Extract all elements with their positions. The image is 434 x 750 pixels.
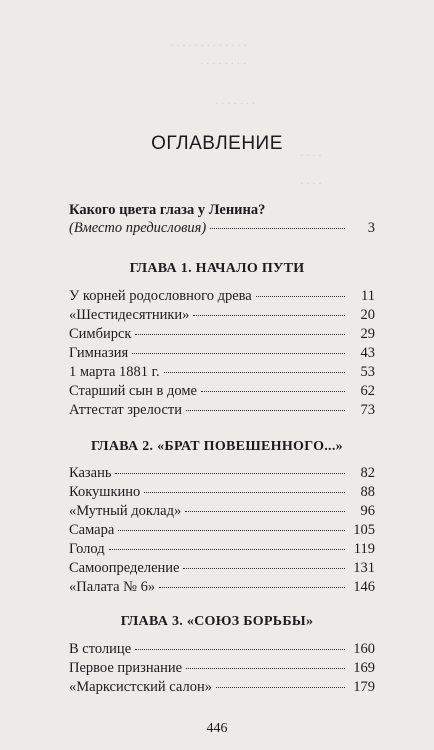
toc-entry[interactable] bbox=[69, 679, 375, 699]
toc-entry[interactable] bbox=[69, 660, 375, 680]
toc-entry-page: 20 bbox=[360, 307, 375, 323]
toc-entry-label: Аттестат зрелости bbox=[69, 402, 182, 418]
toc-entry-page: 119 bbox=[353, 541, 375, 557]
dot-leader bbox=[186, 410, 345, 411]
dot-leader bbox=[193, 315, 345, 316]
dot-leader bbox=[183, 568, 345, 569]
toc-entry-label: «Мутный доклад» bbox=[69, 503, 182, 519]
toc-entry-label: В столице bbox=[69, 641, 132, 657]
bleed-through: · · · · bbox=[300, 179, 322, 190]
dot-leader bbox=[144, 492, 345, 493]
page-number: 446 bbox=[206, 721, 228, 736]
toc-entry-label: (Вместо предисловия) bbox=[69, 220, 207, 236]
chapter-heading: ГЛАВА 2. «БРАТ ПОВЕШЕННОГО...» bbox=[91, 439, 343, 454]
dot-leader bbox=[186, 668, 345, 669]
bleed-through: · · · · · · · · bbox=[200, 59, 247, 70]
toc-entry[interactable] bbox=[69, 541, 375, 561]
bleed-through: · · · · · · · bbox=[215, 99, 256, 110]
toc-entry-page: 29 bbox=[360, 326, 375, 342]
dot-leader bbox=[256, 296, 345, 297]
toc-entry[interactable] bbox=[69, 307, 375, 327]
dot-leader bbox=[164, 372, 345, 373]
toc-entry[interactable] bbox=[69, 522, 375, 542]
toc-entry-label: Самара bbox=[69, 522, 115, 538]
toc-entry-label: Старший сын в доме bbox=[69, 383, 197, 399]
bleed-through: · · · · bbox=[300, 151, 322, 162]
toc-entry[interactable] bbox=[69, 560, 375, 580]
toc-entry-page: 131 bbox=[353, 560, 375, 576]
dot-leader bbox=[118, 530, 345, 531]
toc-entry[interactable] bbox=[69, 465, 375, 485]
dot-leader bbox=[109, 549, 345, 550]
toc-entry-page: 160 bbox=[353, 641, 375, 657]
toc-entry-label: Голод bbox=[69, 541, 105, 557]
intro-title: Какого цвета глаза у Ленина? bbox=[69, 202, 266, 218]
toc-entry[interactable] bbox=[69, 484, 375, 504]
toc-entry[interactable] bbox=[69, 326, 375, 346]
toc-entry-page: 43 bbox=[360, 345, 375, 361]
toc-entry-page: 169 bbox=[353, 660, 375, 676]
toc-entry[interactable] bbox=[69, 579, 375, 599]
toc-entry-label: «Шестидесятники» bbox=[69, 307, 190, 323]
toc-entry-page: 105 bbox=[353, 522, 375, 538]
toc-entry-label: Гимназия bbox=[69, 345, 129, 361]
dot-leader bbox=[210, 228, 345, 229]
chapter-heading: ГЛАВА 3. «СОЮЗ БОРЬБЫ» bbox=[120, 614, 314, 629]
toc-entry[interactable] bbox=[69, 288, 375, 308]
dot-leader bbox=[159, 587, 345, 588]
dot-leader bbox=[115, 473, 345, 474]
toc-entry-page: 11 bbox=[361, 288, 375, 304]
toc-entry-page: 73 bbox=[360, 402, 375, 418]
toc-entry-page: 53 bbox=[360, 364, 375, 380]
toc-entry-label: 1 марта 1881 г. bbox=[69, 364, 160, 380]
toc-entry-label: У корней родословного древа bbox=[69, 288, 252, 304]
toc-entry-label: «Марксистский салон» bbox=[69, 679, 212, 695]
toc-entry[interactable] bbox=[69, 503, 375, 523]
toc-entry-page: 88 bbox=[360, 484, 375, 500]
dot-leader bbox=[135, 334, 345, 335]
toc-entry-label: Самоопределение bbox=[69, 560, 180, 576]
toc-entry-label: «Палата № 6» bbox=[69, 579, 156, 595]
bleed-through: · · · · · · · · · · · · · bbox=[170, 41, 247, 52]
toc-entry[interactable] bbox=[69, 402, 375, 422]
toc-entry-label: Первое признание bbox=[69, 660, 183, 676]
toc-entry[interactable] bbox=[69, 641, 375, 661]
page-title: ОГЛАВЛЕНИЕ bbox=[151, 133, 283, 154]
toc-entry[interactable] bbox=[69, 364, 375, 384]
toc-entry-label: Кокушкино bbox=[69, 484, 141, 500]
toc-entry-page: 62 bbox=[360, 383, 375, 399]
toc-entry-label: Казань bbox=[69, 465, 112, 481]
toc-entry-page: 96 bbox=[360, 503, 375, 519]
dot-leader bbox=[201, 391, 345, 392]
toc-entry-page: 3 bbox=[367, 220, 375, 236]
dot-leader bbox=[216, 687, 345, 688]
dot-leader bbox=[185, 511, 345, 512]
toc-entry[interactable] bbox=[69, 383, 375, 403]
toc-entry-page: 82 bbox=[360, 465, 375, 481]
toc-entry-page: 146 bbox=[353, 579, 375, 595]
toc-entry[interactable] bbox=[69, 345, 375, 365]
toc-entry-label: Симбирск bbox=[69, 326, 132, 342]
chapter-heading: ГЛАВА 1. НАЧАЛО ПУТИ bbox=[129, 261, 305, 276]
toc-entry-page: 179 bbox=[353, 679, 375, 695]
toc-entry-intro[interactable] bbox=[69, 220, 375, 240]
dot-leader bbox=[132, 353, 345, 354]
dot-leader bbox=[135, 649, 345, 650]
